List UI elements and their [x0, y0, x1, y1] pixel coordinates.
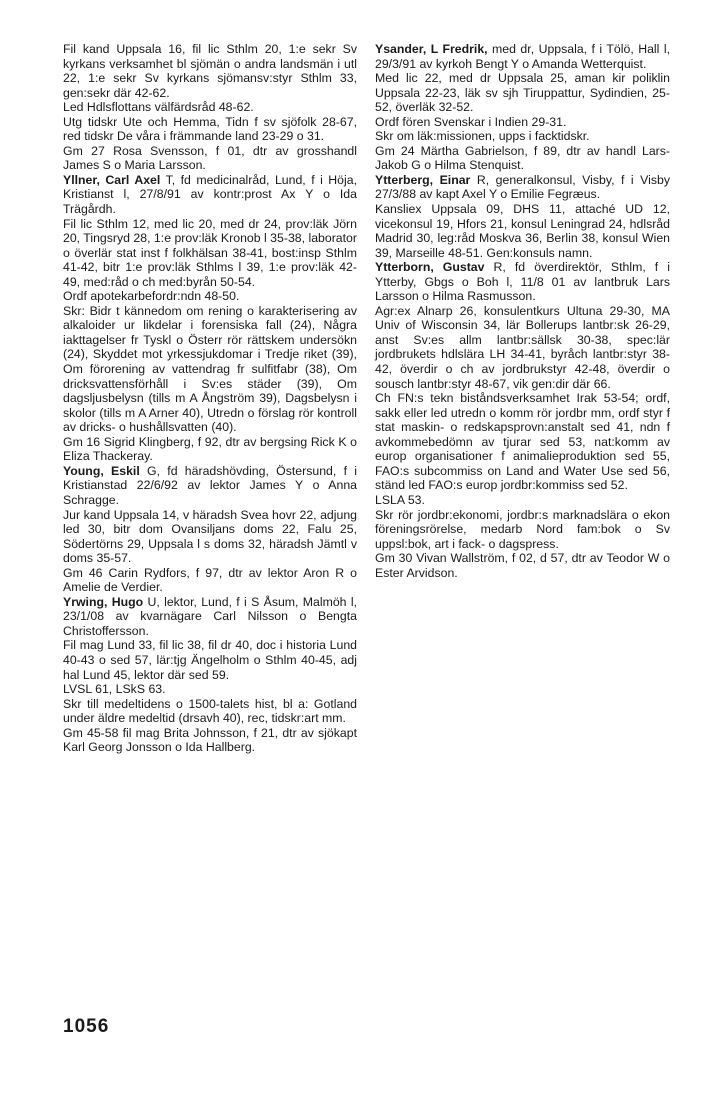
entry-paragraph — [375, 493, 670, 508]
entry-paragraph — [63, 566, 357, 595]
biography-entry — [375, 260, 670, 304]
entry-paragraph — [63, 697, 357, 726]
entry-name: Ytterberg, Einar — [375, 172, 471, 187]
entry-text: Gm 46 Carin Rydfors, f 97, dtr av lektor Aron R o Amelie de Verdier. — [63, 565, 357, 595]
entry-text: Skr till medeltidens o 1500-talets hist, bl a: Gotland under äldre medeltid (drsavh 40), rec, tidskr:art mm. — [63, 696, 357, 726]
entry-text: Gm 27 Rosa Svensson, f 01, dtr av grosshandl James S o Maria Larsson. — [63, 143, 357, 173]
entry-text: Kansliex Uppsala 09, DHS 11, attaché UD 12, vicekonsul 19, Hfors 21, konsul Leningrad 24, hdlsråd Madrid 30, leg:råd Moskva 36, Berlin 38, konsul Wien 39, Marseille 48-51. Gen:konsuls namn. — [375, 202, 670, 260]
entry-text: U, lektor, Lund, f i S Åsum, Malmöh l, 23/1/08 av kvarnägare Carl Nilsson o Bengta Christoffersson. — [63, 594, 357, 638]
entry-text: Ordf apotekarbefordr:ndn 48-50. — [63, 289, 240, 304]
entry-text: G, fd häradshövding, Östersund, f i Kristianstad 22/6/92 av lektor James Y o Anna Schragge. — [63, 463, 357, 507]
entry-paragraph — [63, 682, 357, 697]
entry-name: Young, Eskil — [63, 463, 140, 478]
entry-paragraph — [63, 638, 357, 682]
entry-text: LSLA 53. — [375, 492, 425, 507]
entry-paragraph — [63, 42, 357, 100]
biography-entry — [63, 595, 357, 639]
entry-text: Skr: Bidr t kännedom om rening o karakterisering av alkaloider ur likdelar i forensiska fall (24), Några iakttagelser fr Tyskl o Österr rör rättskem undersökn (24), Skyddet mot yrkessjukdomar i Tredje riket (39), Om förorening av vattendrag fr sulfitfabr (38), Om dricksvattensförhåll i Sv:es städer (39), Om dagsljusbelysn (tills m A Ångström 39), Dagsbelysn i skolor (tills m A Arner 40), Utredn o förslag rör kontroll av dricks- o hushållsvatten (40). — [63, 303, 357, 435]
entry-text: R, fd överdirektör, Sthlm, f i Ytterby, Gbgs o Boh l, 11/8 01 av lantbruk Lars Larsson o Hilma Rasmusson. — [375, 260, 671, 304]
biography-entry — [63, 173, 357, 217]
entry-text: Ch FN:s tekn biståndsverksamhet Irak 53-54; ordf, sakk eller led utredn o komm rör jordbr mm, ordf styr f stat maskin- o redskapsprovn:anstalt sed 41, ndn f avkommebedömn av tjurar sed 53, nat:komm av europ organisationer f animalieproduktion sed 55, FAO:s subcommiss on Land and Water Use sed 56, ständ led FAO:s europ jordbr:kommiss sed 52. — [375, 391, 670, 493]
page-number: 1056 — [63, 1016, 110, 1037]
entry-text: Fil kand Uppsala 16, fil lic Sthlm 20, 1:e sekr Sv kyrkans verksamhet bl sjömän o andra landsmän i utl 22, 1:e sekr Sv kyrkans sjömansv:styr Sthlm 33, gen:sekr där 42-62. — [63, 42, 357, 100]
entry-text: Gm 45-58 fil mag Brita Johnsson, f 21, dtr av sjökapt Karl Georg Jonsson o Ida Hallberg. — [63, 725, 357, 755]
entry-paragraph — [63, 115, 357, 144]
entry-name: Ytterborn, Gustav — [375, 260, 485, 275]
entry-paragraph — [63, 304, 357, 435]
entry-text: Utg tidskr Ute och Hemma, Tidn f sv sjöfolk 28-67, red tidskr De våra i främmande land 23-29 o 31. — [63, 114, 357, 144]
entry-text: Skr om läk:missionen, upps i facktidskr. — [375, 129, 590, 144]
entry-paragraph — [63, 435, 357, 464]
entry-paragraph — [375, 144, 670, 173]
entry-text: Gm 24 Märtha Gabrielson, f 89, dtr av handl Lars-Jakob G o Hilma Stenquist. — [375, 143, 670, 173]
entry-text: Fil mag Lund 33, fil lic 38, fil dr 40, doc i historia Lund 40-43 o sed 57, lär:tjg Ängelholm o Sthlm 40-45, adj hal Lund 45, lektor där sed 59. — [63, 638, 357, 682]
entry-text: Agr:ex Alnarp 26, konsulentkurs Ultuna 29-30, MA Univ of Wisconsin 34, lär Bollerups lantbr:sk 26-29, anst Sv:es allm lantbr:sällsk 30-38, spec:lär jordbrukets hdlslära LH 34-41, byråch lantbr:styr 38-42, överdir o ch av jordbrukstyr 42-48, överdir o sousch lantbr:styr 48-67, vik gen:dir där 66. — [375, 303, 670, 391]
entry-name: Yllner, Carl Axel — [63, 172, 161, 187]
entry-text: Fil lic Sthlm 12, med lic 20, med dr 24, prov:läk Jörn 20, Tingsryd 28, 1:e prov:läk Kronob l 35-38, laborator o överlär stat inst f folkhälsan 38-41, bost:insp Sthlm 41-42, bitr 1:e prov:läk Sthlms l 39, 1:e prov:läk 42-49, med:råd o ch med:byrån 50-54. — [63, 216, 357, 289]
entry-paragraph — [63, 508, 357, 566]
entry-name: Yrwing, Hugo — [63, 594, 144, 609]
entry-paragraph — [375, 71, 670, 115]
entry-paragraph — [375, 115, 670, 130]
biography-entry — [375, 42, 670, 71]
biography-entry — [375, 173, 670, 202]
entry-text: Skr rör jordbr:ekonomi, jordbr:s marknadslära o ekon föreningsrörelse, medarb Nord fam:bok o Sv uppsl:bok, art i fack- o dagspress. — [375, 507, 670, 551]
entry-text: T, fd medicinalråd, Lund, f i Höja, Kristianst l, 27/8/91 av kontr:prost Ax Y o Ida Trägårdh. — [63, 172, 357, 217]
entry-name: Ysander, L Fredrik, — [375, 42, 488, 56]
entry-text: Ordf fören Svenskar i Indien 29-31. — [375, 114, 567, 129]
entry-text: med dr, Uppsala, f i Tölö, Hall l, 29/3/91 av kyrkoh Bengt Y o Amanda Wetterquist. — [375, 42, 670, 71]
entry-paragraph — [375, 304, 670, 391]
entry-text: Gm 16 Sigrid Klingberg, f 92, dtr av bergsing Rick K o Eliza Thackeray. — [63, 434, 357, 464]
entry-text: Led Hdlsflottans välfärdsråd 48-62. — [63, 100, 254, 115]
entry-paragraph — [375, 202, 670, 260]
entry-text: Gm 30 Vivan Wallström, f 02, d 57, dtr av Teodor W o Ester Arvidson. — [375, 551, 670, 580]
entry-text: Med lic 22, med dr Uppsala 25, aman kir poliklin Uppsala 22-23, läk sv sjh Tiruppattur, Sydindien, 25-52, överläk 32-52. — [375, 71, 670, 115]
entry-paragraph — [63, 217, 357, 290]
right-column — [375, 42, 670, 580]
left-column — [63, 42, 357, 755]
biography-entry — [63, 464, 357, 508]
entry-paragraph — [375, 129, 670, 144]
entry-paragraph — [63, 289, 357, 304]
entry-paragraph — [63, 726, 357, 755]
entry-paragraph — [375, 508, 670, 552]
entry-text: LVSL 61, LSkS 63. — [63, 682, 166, 697]
entry-paragraph — [375, 551, 670, 580]
entry-paragraph — [375, 391, 670, 493]
entry-paragraph — [63, 100, 357, 115]
entry-text: Jur kand Uppsala 14, v häradsh Svea hovr 22, adjung led 30, bitr dom Ovansiljans doms 22, Falu 25, Södertörns 29, Uppsala l s doms 32, häradsh Jämtl v doms 35-57. — [63, 507, 357, 566]
entry-paragraph — [63, 144, 357, 173]
entry-text: R, generalkonsul, Visby, f i Visby 27/3/88 av kapt Axel Y o Emilie Fegræus. — [375, 172, 670, 202]
